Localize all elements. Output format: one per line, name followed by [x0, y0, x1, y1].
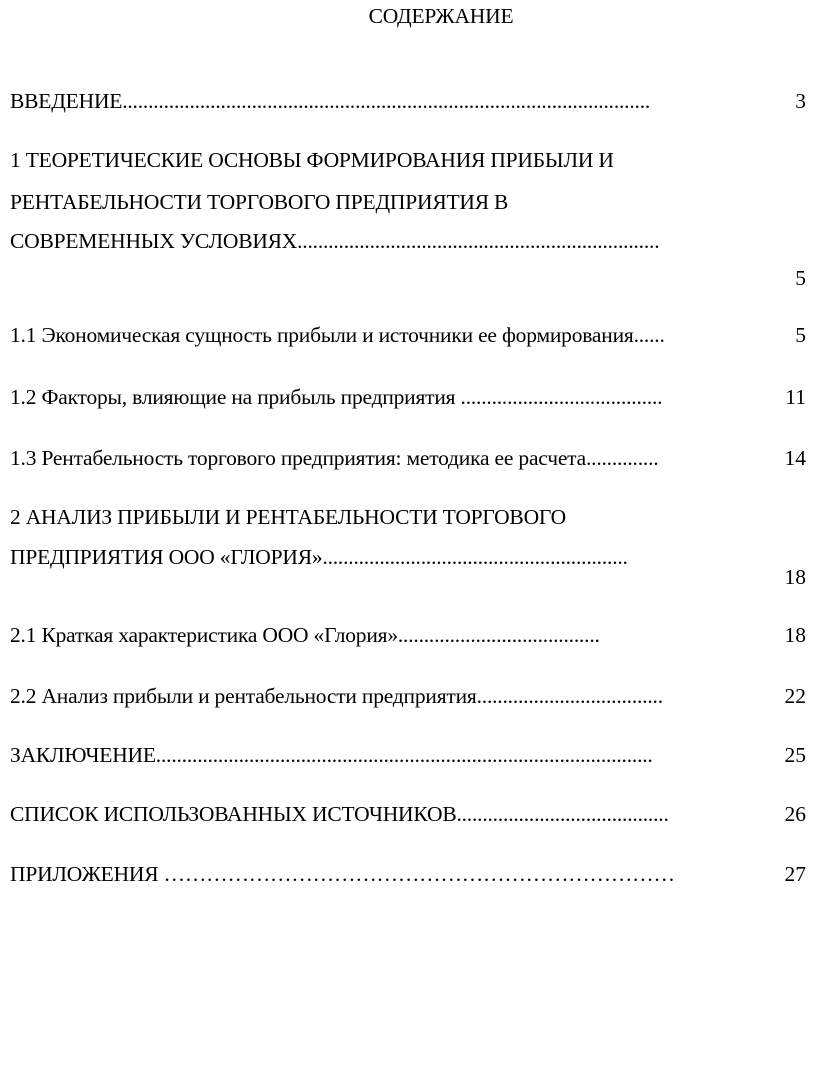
toc-entry-section-2-1: 2.1 Краткая характеристика ООО «Глория».......................................	[10, 625, 600, 647]
toc-page-section-2-1: 18	[784, 623, 806, 647]
toc-page-section-1-3: 14	[784, 446, 806, 470]
toc-page-introduction: 3	[795, 89, 806, 113]
toc-entry-chapter1-line1: 1 ТЕОРЕТИЧЕСКИЕ ОСНОВЫ ФОРМИРОВАНИЯ ПРИБЫЛИ И	[10, 148, 614, 172]
document-title: СОДЕРЖАНИЕ	[368, 4, 514, 28]
toc-entry-chapter2-line2: ПРЕДПРИЯТИЯ ООО «ГЛОРИЯ»...........................................................	[10, 547, 628, 569]
toc-entry-sources: СПИСОК ИСПОЛЬЗОВАННЫХ ИСТОЧНИКОВ.........................................	[10, 804, 669, 826]
toc-entry-section-2-2: 2.2 Анализ прибыли и рентабельности предприятия....................................	[10, 686, 663, 708]
toc-page-appendices: 27	[784, 862, 806, 886]
toc-entry-section-1-1: 1.1 Экономическая сущность прибыли и источники ее формирования......	[10, 325, 665, 347]
toc-page-section-1-1: 5	[795, 323, 806, 347]
toc-entry-introduction: ВВЕДЕНИЕ......................................................................................................	[10, 91, 651, 113]
toc-entry-chapter1-line3: СОВРЕМЕННЫХ УСЛОВИЯХ......................................................................	[10, 231, 660, 253]
toc-entry-chapter2-line1: 2 АНАЛИЗ ПРИБЫЛИ И РЕНТАБЕЛЬНОСТИ ТОРГОВОГО	[10, 505, 566, 529]
toc-page-section-2-2: 22	[784, 684, 806, 708]
toc-entry-section-1-2: 1.2 Факторы, влияющие на прибыль предприятия .......................................	[10, 387, 663, 409]
toc-entry-chapter1-line2: РЕНТАБЕЛЬНОСТИ ТОРГОВОГО ПРЕДПРИЯТИЯ В	[10, 190, 509, 214]
toc-entry-appendices: ПРИЛОЖЕНИЯ ………………………………………………………………	[10, 864, 675, 886]
toc-entry-conclusion: ЗАКЛЮЧЕНИЕ................................................................................................	[10, 745, 653, 767]
toc-page-chapter2: 18	[784, 565, 806, 589]
toc-page-conclusion: 25	[784, 743, 806, 767]
toc-page-section-1-2: 11	[785, 385, 806, 409]
toc-entry-section-1-3: 1.3 Рентабельность торгового предприятия: методика ее расчета..............	[10, 448, 659, 470]
toc-page-sources: 26	[784, 802, 806, 826]
toc-page-chapter1: 5	[795, 266, 806, 290]
